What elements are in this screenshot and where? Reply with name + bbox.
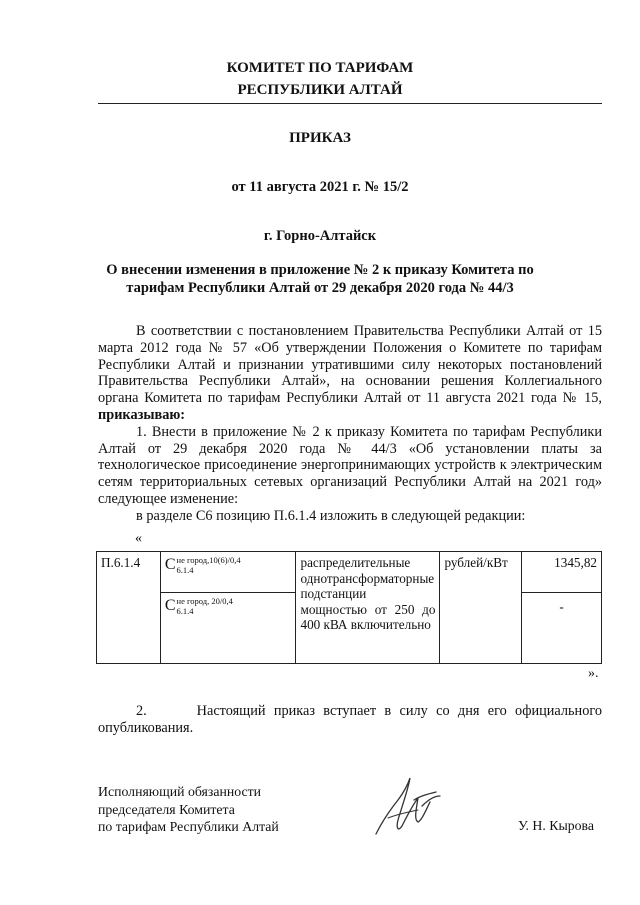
signature-block — [98, 783, 279, 836]
item1-sub-paragraph: в разделе С6 позицию П.6.1.4 изложить в следующей редакции: — [136, 507, 526, 524]
item2-paragraph — [98, 703, 602, 737]
table-row — [97, 552, 602, 593]
org-name-line2: РЕСПУБЛИКИ АЛТАЙ — [237, 82, 403, 98]
preamble-paragraph — [98, 323, 602, 424]
open-quote: « — [135, 531, 142, 546]
signer-position-line3: по тарифам Республики Алтай — [98, 819, 279, 834]
preamble-text: В соответствии с постановлением Правительства Республики Алтай от 15 марта 2012 года № 57 «Об утверждении Положения о Комитете по тарифам Республики Алтай и признании утратившими силу некоторых постановлений Правительства Республики Алтай», на основании решения Коллегиального органа Комитета по тарифам Республики Алтай от 11 августа 2021 года № 15, — [98, 323, 602, 407]
order-body — [98, 323, 602, 525]
signer-name: У. Н. Кырова — [518, 818, 595, 833]
order-date-number: от 11 августа 2021 г. № 15/2 — [231, 179, 409, 195]
formula-base: C — [164, 596, 176, 614]
value-cell: - — [522, 593, 602, 664]
formula-cell — [160, 552, 296, 593]
description-cell: распределительные однотрансформаторные подстанции мощностью от 250 до 400 кВА включительно — [296, 552, 440, 664]
document-title: ПРИКАЗ — [289, 130, 351, 146]
preamble-emphasis: приказываю: — [98, 406, 186, 423]
order-subject-line2: тарифам Республики Алтай от 29 декабря 2020 года № 44/3 — [126, 280, 514, 296]
tariff-table — [96, 551, 602, 664]
formula-superscript: не город,10(6)/0,4 — [176, 555, 241, 565]
position-code-cell: П.6.1.4 — [97, 552, 161, 664]
item2-number: 2. — [136, 703, 147, 719]
formula-cell — [160, 593, 296, 664]
value-cell: 1345,82 — [522, 552, 602, 593]
org-name-line1: КОМИТЕТ ПО ТАРИФАМ — [226, 60, 414, 76]
order-subject-line1: О внесении изменения в приложение № 2 к приказу Комитета по — [106, 262, 534, 278]
tariff-formula — [165, 597, 233, 614]
signer-position-line1: Исполняющий обязанности — [98, 784, 261, 799]
formula-subscript: 6.1.4 — [176, 565, 194, 575]
signer-position-line2: председателя Комитета — [98, 801, 235, 817]
header-divider — [98, 103, 602, 104]
formula-superscript: не город, 20/0,4 — [176, 596, 233, 606]
formula-subscript: 6.1.4 — [176, 606, 194, 616]
unit-cell: рублей/кВт — [440, 552, 522, 664]
order-city: г. Горно-Алтайск — [263, 228, 377, 244]
close-quote: ». — [588, 666, 599, 681]
tariff-formula — [165, 556, 241, 573]
handwritten-signature-icon — [368, 770, 448, 842]
item2-text: Настоящий приказ вступает в силу со дня его официального опубликования. — [98, 703, 603, 736]
formula-base: C — [164, 555, 176, 573]
item1-paragraph: 1. Внести в приложение № 2 к приказу Комитета по тарифам Республики Алтай от 29 декабря 2020 года № 44/3 «Об установлении платы за технологическое присоединение энергопринимающих устройств к электрическим сетям территориальных сетевых организаций Республики Алтай на 2021 год» следующее изменение: — [98, 423, 602, 507]
